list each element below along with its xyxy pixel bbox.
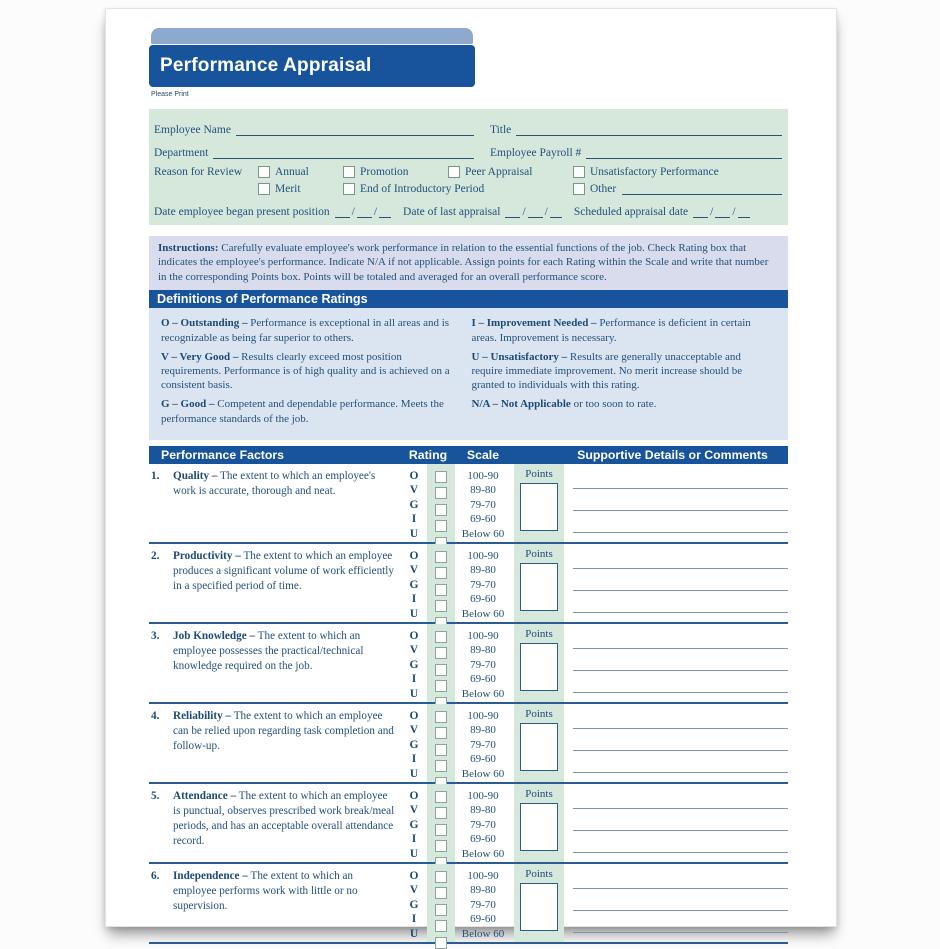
- factor-row-3: [149, 624, 788, 704]
- employee-info-section: [149, 109, 788, 225]
- points-input-box[interactable]: [520, 563, 558, 611]
- rating-letters: [401, 464, 427, 542]
- points-label: Points: [525, 707, 553, 720]
- scale-value: 69-60: [470, 913, 496, 926]
- reason-option-end-of-introductory-period: [343, 183, 573, 195]
- scale-column: [455, 864, 511, 942]
- rating-term: V – Very Good –: [161, 350, 239, 363]
- rating-letter-u: U: [409, 607, 419, 620]
- rating-letter-u: U: [409, 527, 419, 540]
- date-field-1: [403, 206, 562, 218]
- rating-checkbox-g[interactable]: [435, 504, 447, 516]
- rating-letter-i: I: [411, 833, 417, 846]
- comment-line[interactable]: [573, 832, 788, 853]
- scale-value: 69-60: [470, 833, 496, 846]
- factor-name: Quality –: [173, 469, 218, 482]
- date-year-input[interactable]: [738, 206, 750, 218]
- rating-checkbox-i[interactable]: [435, 600, 447, 612]
- rating-checkbox-o[interactable]: [435, 631, 447, 643]
- form-page: [105, 8, 837, 940]
- checkbox[interactable]: [448, 166, 460, 178]
- rating-checkbox-o[interactable]: [435, 791, 447, 803]
- instructions-section: [149, 236, 788, 290]
- scale-value: 79-70: [470, 738, 496, 751]
- rating-definition: N/A – Not Applicable or too soon to rate.: [471, 398, 657, 411]
- points-column: [514, 624, 564, 702]
- rating-definition: I – Improvement Needed – Performance is deficient in certain areas. Improvement is necessary.: [471, 317, 751, 344]
- appraisal-dates-row: [154, 197, 782, 220]
- comment-line[interactable]: [573, 730, 788, 751]
- factor-row-5: [149, 784, 788, 864]
- column-header-rating: Rating: [408, 447, 448, 462]
- rating-definition: O – Outstanding – Performance is exceptional in all areas and is recognizable as being far superior to others.: [161, 317, 450, 344]
- scale-value: 69-60: [470, 673, 496, 686]
- factor-number: 3.: [151, 629, 160, 642]
- rating-letter-g: G: [409, 498, 419, 511]
- date-month-input[interactable]: [693, 206, 708, 218]
- comment-line[interactable]: [573, 592, 788, 613]
- factor-text: Reliability – The extent to which an employee can be relied upon regarding task completion and follow-up.: [173, 709, 394, 752]
- rating-letter-g: G: [409, 818, 419, 831]
- date-year-input[interactable]: [379, 206, 391, 218]
- rating-definition: G – Good – Competent and dependable performance. Meets the performance standards of the job.: [161, 398, 444, 425]
- points-column: [514, 464, 564, 542]
- column-header-scale: Scale: [466, 447, 500, 462]
- scale-value: 89-80: [470, 644, 496, 657]
- date-year-input[interactable]: [550, 206, 562, 218]
- rating-letter-g: G: [409, 578, 419, 591]
- scale-value: 100-90: [467, 549, 499, 562]
- definitions-title: Definitions of Performance Ratings: [157, 292, 368, 307]
- date-label: Date of last appraisal: [403, 206, 501, 218]
- column-header-factors: Performance Factors: [161, 447, 285, 462]
- payroll-field: [490, 140, 782, 163]
- factor-text: Attendance – The extent to which an employee is punctual, observes prescribed work break/meal periods, and has an acceptable overall attendance record.: [173, 789, 395, 847]
- reason-for-review-row2: [154, 180, 782, 197]
- points-label: Points: [525, 787, 553, 800]
- points-input-box[interactable]: [520, 803, 558, 851]
- scale-value: 69-60: [470, 513, 496, 526]
- please-print-note: Please Print: [151, 91, 189, 98]
- comment-line[interactable]: [573, 570, 788, 591]
- rating-letter-o: O: [409, 549, 419, 562]
- date-label: Scheduled appraisal date: [573, 206, 689, 218]
- scale-value: 79-70: [470, 578, 496, 591]
- factor-row-4: [149, 704, 788, 784]
- rating-checkbox-g[interactable]: [435, 744, 447, 756]
- payroll-label: Employee Payroll #: [489, 147, 582, 159]
- title-input[interactable]: [516, 123, 782, 136]
- factor-description: [149, 464, 401, 542]
- points-input-box[interactable]: [520, 883, 558, 931]
- scale-value: Below 60: [461, 847, 505, 860]
- factor-number: 2.: [151, 549, 160, 562]
- rating-checkbox-column: [427, 544, 455, 622]
- factor-name: Independence –: [173, 869, 248, 882]
- scale-value: Below 60: [461, 687, 505, 700]
- rating-letter-i: I: [411, 673, 417, 686]
- comment-line[interactable]: [573, 890, 788, 911]
- points-column: [514, 704, 564, 782]
- column-header-comments: Supportive Details or Comments: [577, 447, 768, 462]
- date-slash: /: [351, 206, 355, 218]
- reason-option-promotion: [343, 166, 448, 178]
- comments-column: [573, 864, 788, 942]
- comments-column: [573, 544, 788, 622]
- rating-checkbox-u[interactable]: [435, 937, 447, 949]
- checkbox-label: Other: [590, 182, 617, 195]
- factor-name: Attendance –: [173, 789, 237, 802]
- rating-checkbox-o[interactable]: [435, 551, 447, 563]
- factor-description: [149, 864, 401, 942]
- factor-description: [149, 704, 401, 782]
- scale-value: 100-90: [467, 709, 499, 722]
- reason-for-review-row: [154, 163, 782, 180]
- rating-letter-g: G: [409, 738, 419, 751]
- payroll-input[interactable]: [586, 146, 782, 159]
- date-month-input[interactable]: [335, 206, 350, 218]
- date-day-input[interactable]: [357, 206, 372, 218]
- definitions-right-column: [472, 316, 783, 430]
- department-input[interactable]: [213, 146, 474, 159]
- factors-table-body: [149, 464, 788, 944]
- rating-letters: [401, 784, 427, 862]
- comments-column: [573, 784, 788, 862]
- date-slash: /: [373, 206, 378, 218]
- factors-table-header: [149, 446, 788, 464]
- date-slash: /: [544, 206, 548, 218]
- comment-line[interactable]: [573, 912, 788, 933]
- reason-options-row1: [258, 166, 782, 178]
- points-label: Points: [525, 547, 553, 560]
- scale-value: 79-70: [470, 898, 496, 911]
- scale-value: Below 60: [461, 767, 505, 780]
- rating-checkbox-column: [427, 464, 455, 542]
- points-input-box[interactable]: [520, 483, 558, 531]
- rating-checkbox-i[interactable]: [435, 840, 447, 852]
- instructions-label: Instructions:: [158, 242, 219, 254]
- date-field-2: [574, 206, 750, 218]
- comment-line[interactable]: [573, 752, 788, 773]
- checkbox[interactable]: [573, 166, 585, 178]
- rating-checkbox-v[interactable]: [435, 727, 447, 739]
- rating-letter-v: V: [409, 644, 419, 657]
- rating-letter-o: O: [409, 629, 419, 642]
- definitions-left-column: [161, 316, 472, 430]
- comment-line[interactable]: [573, 490, 788, 511]
- definitions-section: [149, 308, 788, 439]
- points-label: Points: [525, 467, 553, 480]
- scale-value: 79-70: [470, 818, 496, 831]
- rating-checkbox-column: [427, 704, 455, 782]
- rating-letters: [401, 864, 427, 942]
- comment-line[interactable]: [573, 810, 788, 831]
- scale-value: 89-80: [470, 804, 496, 817]
- checkbox-label: Peer Appraisal: [465, 165, 533, 178]
- rating-checkbox-o[interactable]: [435, 871, 447, 883]
- rating-letter-o: O: [409, 469, 419, 482]
- scale-value: 69-60: [470, 753, 496, 766]
- scale-value: 89-80: [470, 564, 496, 577]
- points-label: Points: [525, 627, 553, 640]
- rating-checkbox-v[interactable]: [435, 487, 447, 499]
- reason-option-annual: [258, 166, 343, 178]
- scale-column: [455, 464, 511, 542]
- checkbox[interactable]: [343, 183, 355, 195]
- date-slash: /: [732, 206, 736, 218]
- scale-column: [455, 784, 511, 862]
- rating-letter-v: V: [409, 804, 419, 817]
- scale-value: 100-90: [467, 469, 499, 482]
- checkbox[interactable]: [258, 183, 270, 195]
- scale-value: 89-80: [470, 884, 496, 897]
- factor-number: 1.: [151, 469, 160, 482]
- rating-letter-v: V: [409, 484, 419, 497]
- checkbox[interactable]: [573, 183, 585, 195]
- comment-line[interactable]: [573, 868, 788, 889]
- comment-line[interactable]: [573, 708, 788, 729]
- points-column: [514, 544, 564, 622]
- form-title-bar: [149, 45, 475, 87]
- checkbox[interactable]: [343, 166, 355, 178]
- department-label: Department: [154, 147, 209, 159]
- department-field: [154, 140, 490, 163]
- rating-checkbox-g[interactable]: [435, 584, 447, 596]
- rating-letter-g: G: [409, 898, 419, 911]
- reason-options-row2: [258, 182, 782, 196]
- reason-option-unsatisfactory-performance: [573, 166, 782, 178]
- department-payroll-row: [154, 140, 782, 163]
- factor-text: Independence – The extent to which an employee performs work with little or no supervision.: [173, 869, 358, 912]
- rating-checkbox-i[interactable]: [435, 520, 447, 532]
- date-day-input[interactable]: [715, 206, 730, 218]
- factor-name: Reliability –: [173, 709, 232, 722]
- comment-line[interactable]: [573, 512, 788, 533]
- reason-option-peer-appraisal: [448, 166, 573, 178]
- comment-line[interactable]: [573, 468, 788, 489]
- rating-letter-v: V: [409, 724, 419, 737]
- checkbox-label: Unsatisfactory Performance: [590, 165, 719, 178]
- factor-text: Job Knowledge – The extent to which an employee possesses the practical/technical knowledge required on the job.: [173, 629, 364, 672]
- scale-value: 100-90: [467, 629, 499, 642]
- date-slash: /: [710, 206, 714, 218]
- rating-checkbox-v[interactable]: [435, 807, 447, 819]
- rating-checkbox-o[interactable]: [435, 711, 447, 723]
- rating-letter-i: I: [411, 513, 417, 526]
- comments-column: [573, 464, 788, 542]
- factor-row-2: [149, 544, 788, 624]
- rating-letter-i: I: [411, 753, 417, 766]
- factor-number: 4.: [151, 709, 160, 722]
- rating-letter-o: O: [409, 869, 419, 882]
- scale-column: [455, 704, 511, 782]
- comments-column: [573, 624, 788, 702]
- scale-value: 89-80: [470, 724, 496, 737]
- scale-value: Below 60: [461, 527, 505, 540]
- rating-checkbox-i[interactable]: [435, 920, 447, 932]
- scale-value: 89-80: [470, 484, 496, 497]
- scale-value: Below 60: [461, 927, 505, 940]
- scale-value: 79-70: [470, 658, 496, 671]
- name-title-row: [154, 117, 782, 140]
- instructions-text: Carefully evaluate employee's work performance in relation to the essential functions of the job. Check Rating box that indicates the employee's performance. Indicate N/A if not applicable. Assign points for each Rating within the Scale and write that number in the corresponding Points box. Points will be totaled and averaged for an overall performance score.: [158, 242, 769, 283]
- factor-number: 6.: [151, 869, 160, 882]
- rating-checkbox-g[interactable]: [435, 904, 447, 916]
- checkbox-label: Promotion: [360, 165, 409, 178]
- rating-checkbox-v[interactable]: [435, 887, 447, 899]
- rating-term: I – Improvement Needed –: [471, 317, 597, 330]
- rating-checkbox-column: [427, 864, 455, 942]
- reason-option-merit: [258, 183, 343, 195]
- points-input-box[interactable]: [520, 643, 558, 691]
- title-field: [490, 117, 782, 140]
- rating-checkbox-i[interactable]: [435, 760, 447, 772]
- rating-definition: V – Very Good – Results clearly exceed most position requirements. Performance is of high quality and is achieved on a consistent basis.: [161, 350, 450, 392]
- comment-line[interactable]: [573, 628, 788, 649]
- checkbox-label: Merit: [275, 182, 301, 195]
- rating-letter-i: I: [411, 593, 417, 606]
- factor-row-1: [149, 464, 788, 544]
- reason-label: Reason for Review: [154, 165, 243, 178]
- factor-name: Job Knowledge –: [173, 629, 256, 642]
- factor-description: [149, 544, 401, 622]
- scale-value: 79-70: [470, 498, 496, 511]
- rating-letters: [401, 704, 427, 782]
- rating-letter-i: I: [411, 913, 417, 926]
- checkbox-label: Annual: [275, 165, 309, 178]
- rating-letters: [401, 624, 427, 702]
- checkbox[interactable]: [258, 166, 270, 178]
- rating-checkbox-i[interactable]: [435, 680, 447, 692]
- rating-definition: U – Unsatisfactory – Results are generally unacceptable and require immediate improvement. No merit increase should be granted to individuals with this rating.: [471, 350, 743, 392]
- points-column: [514, 784, 564, 862]
- date-field-0: [154, 206, 391, 218]
- rating-letter-u: U: [409, 927, 419, 940]
- factor-row-6: [149, 864, 788, 944]
- comment-line[interactable]: [573, 788, 788, 809]
- employee-name-label: Employee Name: [154, 124, 231, 136]
- rating-checkbox-o[interactable]: [435, 471, 447, 483]
- reason-option-other: [573, 182, 782, 196]
- title-label: Title: [489, 124, 512, 136]
- rating-letter-v: V: [409, 884, 419, 897]
- factor-description: [149, 784, 401, 862]
- rating-letter-g: G: [409, 658, 419, 671]
- comments-column: [573, 704, 788, 782]
- scale-value: 100-90: [467, 869, 499, 882]
- rating-checkbox-v[interactable]: [435, 647, 447, 659]
- scale-column: [455, 544, 511, 622]
- rating-letters: [401, 544, 427, 622]
- rating-letter-u: U: [409, 767, 419, 780]
- points-column: [514, 864, 564, 942]
- rating-checkbox-g[interactable]: [435, 824, 447, 836]
- rating-letter-o: O: [409, 709, 419, 722]
- scale-value: Below 60: [461, 607, 505, 620]
- definitions-title-bar: [149, 290, 788, 308]
- rating-letter-o: O: [409, 789, 419, 802]
- date-label: Date employee began present position: [154, 206, 330, 218]
- comment-line[interactable]: [573, 548, 788, 569]
- date-month-input[interactable]: [505, 206, 520, 218]
- rating-checkbox-column: [427, 784, 455, 862]
- factor-text: Quality – The extent to which an employee's work is accurate, thorough and neat.: [173, 469, 376, 497]
- rating-checkbox-v[interactable]: [435, 567, 447, 579]
- rating-letter-u: U: [409, 847, 419, 860]
- scale-column: [455, 624, 511, 702]
- rating-checkbox-g[interactable]: [435, 664, 447, 676]
- rating-letter-v: V: [409, 564, 419, 577]
- header-accent-bar: [151, 28, 473, 44]
- date-slash: /: [522, 206, 526, 218]
- form-title: Performance Appraisal: [160, 55, 372, 76]
- rating-letter-u: U: [409, 687, 419, 700]
- employee-name-field: [154, 117, 490, 140]
- other-input[interactable]: [622, 182, 782, 195]
- employee-name-input[interactable]: [236, 123, 474, 136]
- comment-line[interactable]: [573, 672, 788, 693]
- points-label: Points: [525, 867, 553, 880]
- scale-value: 69-60: [470, 593, 496, 606]
- rating-term: U – Unsatisfactory –: [471, 350, 568, 363]
- factor-description: [149, 624, 401, 702]
- comment-line[interactable]: [573, 650, 788, 671]
- rating-checkbox-column: [427, 624, 455, 702]
- date-day-input[interactable]: [528, 206, 543, 218]
- checkbox-label: End of Introductory Period: [360, 182, 485, 195]
- factor-name: Productivity –: [173, 549, 241, 562]
- factor-number: 5.: [151, 789, 160, 802]
- scale-value: 100-90: [467, 789, 499, 802]
- rating-term: O – Outstanding –: [161, 317, 248, 330]
- rating-term: N/A – Not Applicable: [471, 398, 571, 411]
- factor-text: Productivity – The extent to which an employee produces a significant volume of work efficiently in a specified period of time.: [173, 549, 394, 592]
- points-input-box[interactable]: [520, 723, 558, 771]
- rating-term: G – Good –: [161, 398, 215, 411]
